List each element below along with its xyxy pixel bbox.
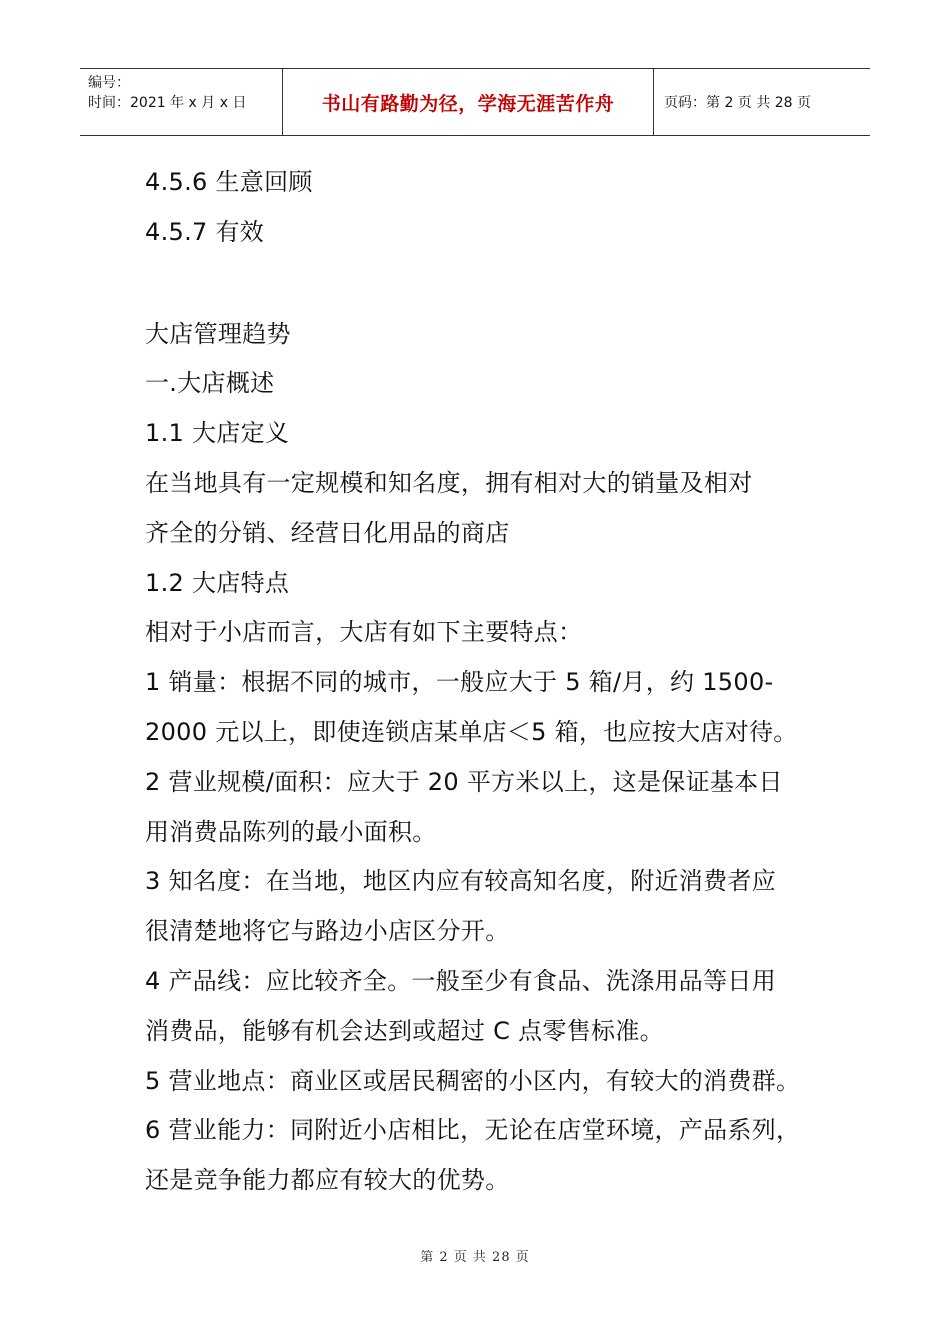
header-motto: 书山有路勤为径，学海无涯苦作舟 [321,92,615,115]
text-line: 2 营业规模/面积：应大于 20 平方米以上，这是保证基本日 [145,767,783,796]
text-line: 2000 元以上，即使连锁店某单店＜5 箱，也应按大店对待。 [145,717,798,746]
document-body [145,158,825,1206]
header-page-cell [654,69,870,135]
text-line: 1.2 大店特点 [145,568,290,597]
text-line: 一.大店概述 [145,369,275,398]
text-line: 1.1 大店定义 [145,419,290,448]
text-line: 用消费品陈列的最小面积。 [145,817,437,846]
text-line: 6 营业能力：同附近小店相比，无论在店堂环境，产品系列， [145,1116,801,1145]
text-line: 齐全的分销、经营日化用品的商店 [145,518,510,547]
text-line: 消费品，能够有机会达到或超过 C 点零售标准。 [145,1016,664,1045]
paragraph-gap [145,258,825,310]
text-line: 还是竞争能力都应有较大的优势。 [145,1166,510,1195]
section-large-store-management [145,310,825,1206]
header-motto-cell [282,69,654,135]
text-line: 1 销量：根据不同的城市，一般应大于 5 箱/月，约 1500- [145,668,774,697]
text-line: 4.5.7 有效 [145,217,265,246]
document-time-label: 时间：2021 年 x 月 x 日 [88,95,247,111]
header-page-number: 页码：第 2 页 共 28 页 [664,95,811,111]
text-line: 5 营业地点：商业区或居民稠密的小区内，有较大的消费群。 [145,1066,801,1095]
text-line: 相对于小店而言，大店有如下主要特点： [145,618,583,647]
text-line: 4.5.6 生意回顾 [145,168,313,196]
text-line: 在当地具有一定规模和知名度，拥有相对大的销量及相对 [145,468,753,497]
document-number-label: 编号： [88,75,130,91]
text-line: 4 产品线：应比较齐全。一般至少有食品、洗涤用品等日用 [145,966,776,995]
header-meta [80,69,282,135]
text-line: 大店管理趋势 [145,319,291,348]
text-line: 3 知名度：在当地，地区内应有较高知名度，附近消费者应 [145,867,776,896]
page-footer: 第 2 页 共 28 页 [420,1250,530,1265]
text-line: 很清楚地将它与路边小店区分开。 [145,917,510,946]
section-tail [145,158,825,258]
document-header [80,68,870,136]
